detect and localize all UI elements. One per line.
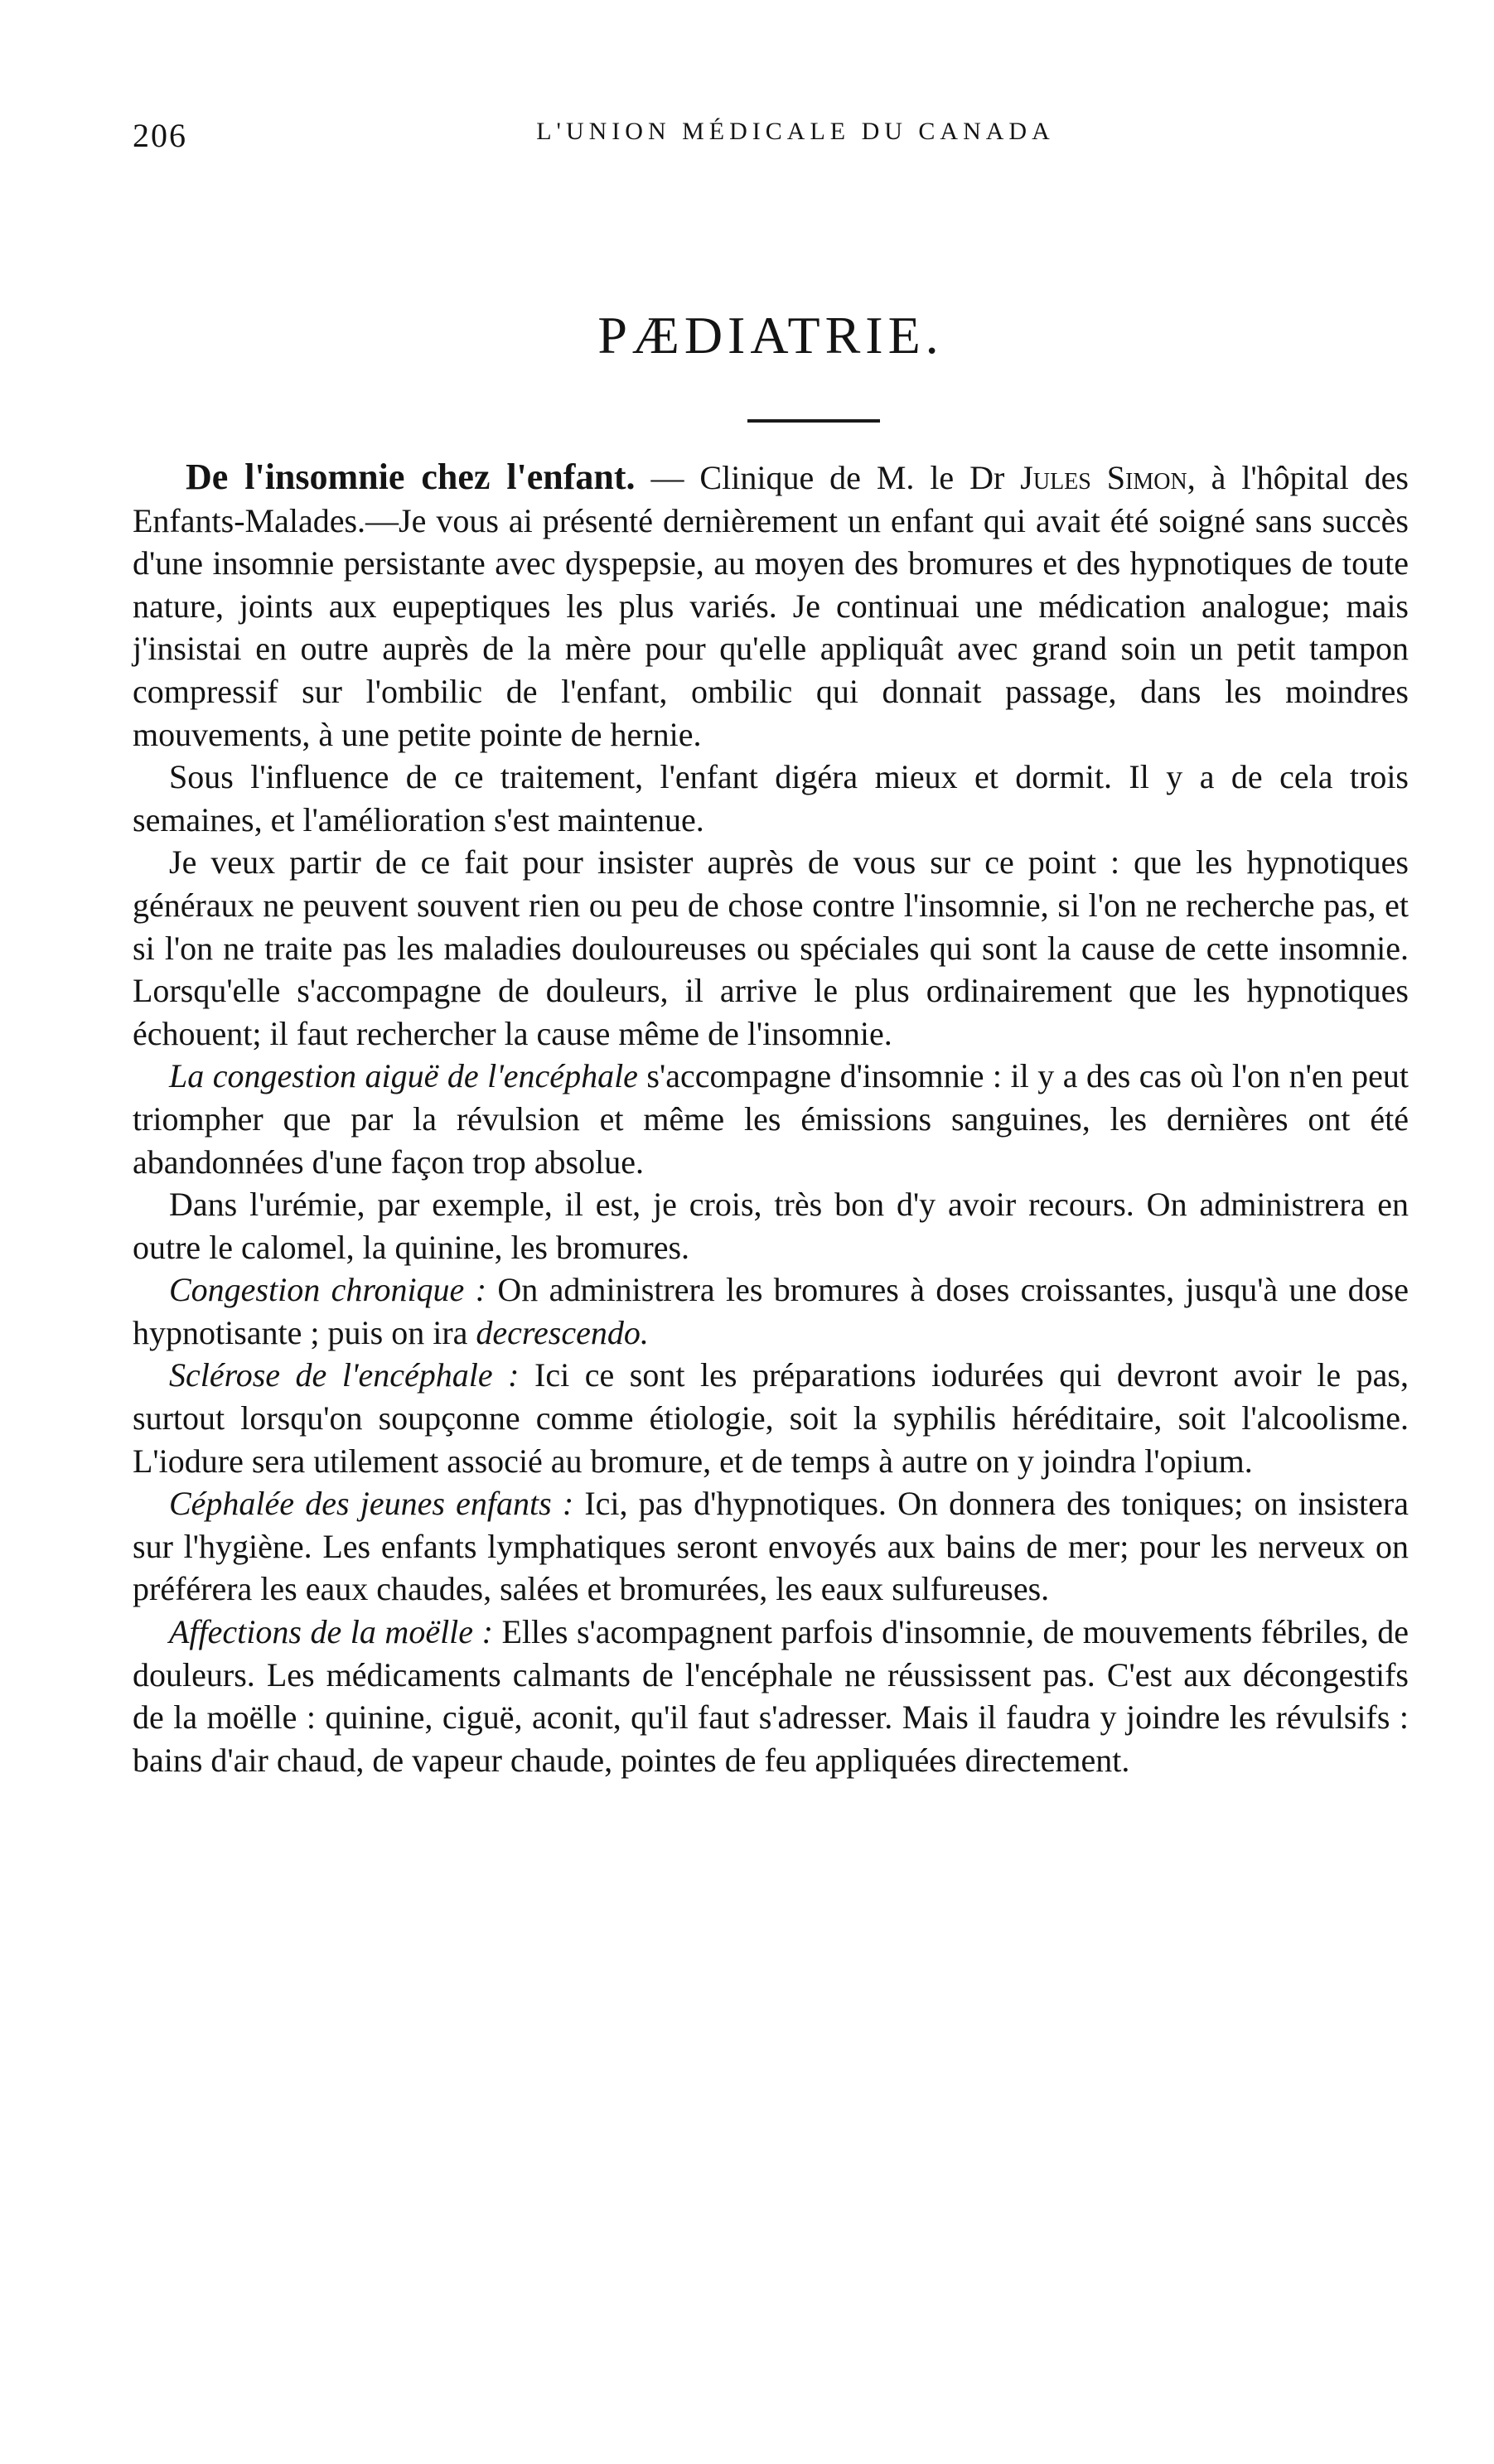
paragraph-4-text: s'accompagne d'insomnie : il y a des cas où l'on n'en peut triompher que par la révulsion et même les émissions sanguines, les dernières ont été abandonnées d'une façon trop absolue.: [133, 1057, 1409, 1181]
paragraph-6-text: On administrera les bromures à doses croissantes, jusqu'à une dose hypnotisante ; puis on ira: [133, 1271, 1409, 1351]
paragraph-5: Dans l'urémie, par exemple, il est, je crois, très bon d'y avoir recours. On administrera en outre le calomel, la quinine, les bromures.: [133, 1186, 1409, 1266]
paragraph-7: [133, 1354, 1409, 1482]
paragraph-9-lead: Affections de la moëlle :: [169, 1613, 493, 1651]
title-divider: [747, 419, 880, 423]
paragraph-6-italic: decrescendo.: [476, 1313, 649, 1351]
paragraph-1: [133, 456, 1409, 756]
section-title: PÆDIATRIE.: [597, 306, 944, 365]
paragraph-8-lead: Céphalée des jeunes enfants :: [169, 1485, 574, 1523]
paragraph-3: Je veux partir de ce fait pour insister auprès de vous sur ce point : que les hypnotiques généraux ne peuvent souvent rien ou peu de chose contre l'insomnie, si l'on ne recherche pas, et si l'on ne traite pas les maladies douloureuses ou spéciales qui sont la cause de cette insomnie. Lorsqu'elle s'accompagne de douleurs, il arrive le plus ordinairement que les hypnotiques échouent; il faut rechercher la cause même de l'insomnie.: [133, 843, 1409, 1052]
article-title: De l'insomnie chez l'enfant.: [186, 457, 636, 497]
author-name: Jules Simon: [1020, 459, 1187, 496]
paragraph-6-lead: Congestion chronique :: [169, 1271, 487, 1309]
paragraph-2: Sous l'influence de ce traitement, l'enfant digéra mieux et dormit. Il y a de cela trois semaines, et l'amélioration s'est maintenue.: [133, 758, 1409, 838]
paragraph-8: [133, 1482, 1409, 1611]
journal-title: L'UNION MÉDICALE DU CANADA: [536, 118, 1055, 145]
paragraph-9: [133, 1611, 1409, 1781]
paragraph-9-text: Elles s'acompagnent parfois d'insomnie, de mouvements fébriles, de douleurs. Les médicaments calmants de l'encéphale ne réussissent pas. C'est aux décongestifs de la moëlle : quinine, ciguë, aconit, qu'il faut s'adresser. Mais il faudra y joindre les révulsifs : bains d'air chaud, de vapeur chaude, pointes de feu appliquées directement.: [133, 1613, 1409, 1779]
paragraph-4: [133, 1055, 1409, 1183]
paragraph-1-text: , à l'hôpital des Enfants-Malades.—Je vous ai présenté dernièrement un enfant qui avait été soigné sans succès d'une insomnie persistante avec dyspepsie, au moyen des bromures et des hypnotiques de toute nature, joints aux eupeptiques les plus variés. Je continuai une médication analogue; mais j'insistai en outre auprès de la mère pour qu'elle appliquât avec grand soin un petit tampon compressif sur l'ombilic de l'enfant, ombilic qui donnait passage, dans les moindres mouvements, à une petite pointe de hernie.: [133, 459, 1409, 753]
paragraph-6: [133, 1268, 1409, 1354]
paragraph-8-text: Ici, pas d'hypnotiques. On donnera des toniques; on insistera sur l'hygiène. Les enfants lymphatiques seront envoyés aux bains de mer; pour les nerveux on préférera les eaux chaudes, salées et bromurées, les eaux sulfureuses.: [133, 1485, 1409, 1608]
paragraph-7-lead: Sclérose de l'encéphale :: [169, 1356, 520, 1394]
page-number: 206: [133, 117, 187, 154]
article-body: [133, 456, 1409, 1781]
article-intro-text: — Clinique de M. le Dr: [635, 459, 1021, 496]
paragraph-4-lead: La congestion aiguë de l'encéphale: [169, 1057, 638, 1095]
paragraph-7-text: Ici ce sont les préparations iodurées qui devront avoir le pas, surtout lorsqu'on soupçonne comme étiologie, soit la syphilis héréditaire, soit l'alcoolisme. L'iodure sera utilement associé au bromure, et de temps à autre on y joindra l'opium.: [133, 1356, 1409, 1480]
running-header: [133, 116, 1409, 166]
